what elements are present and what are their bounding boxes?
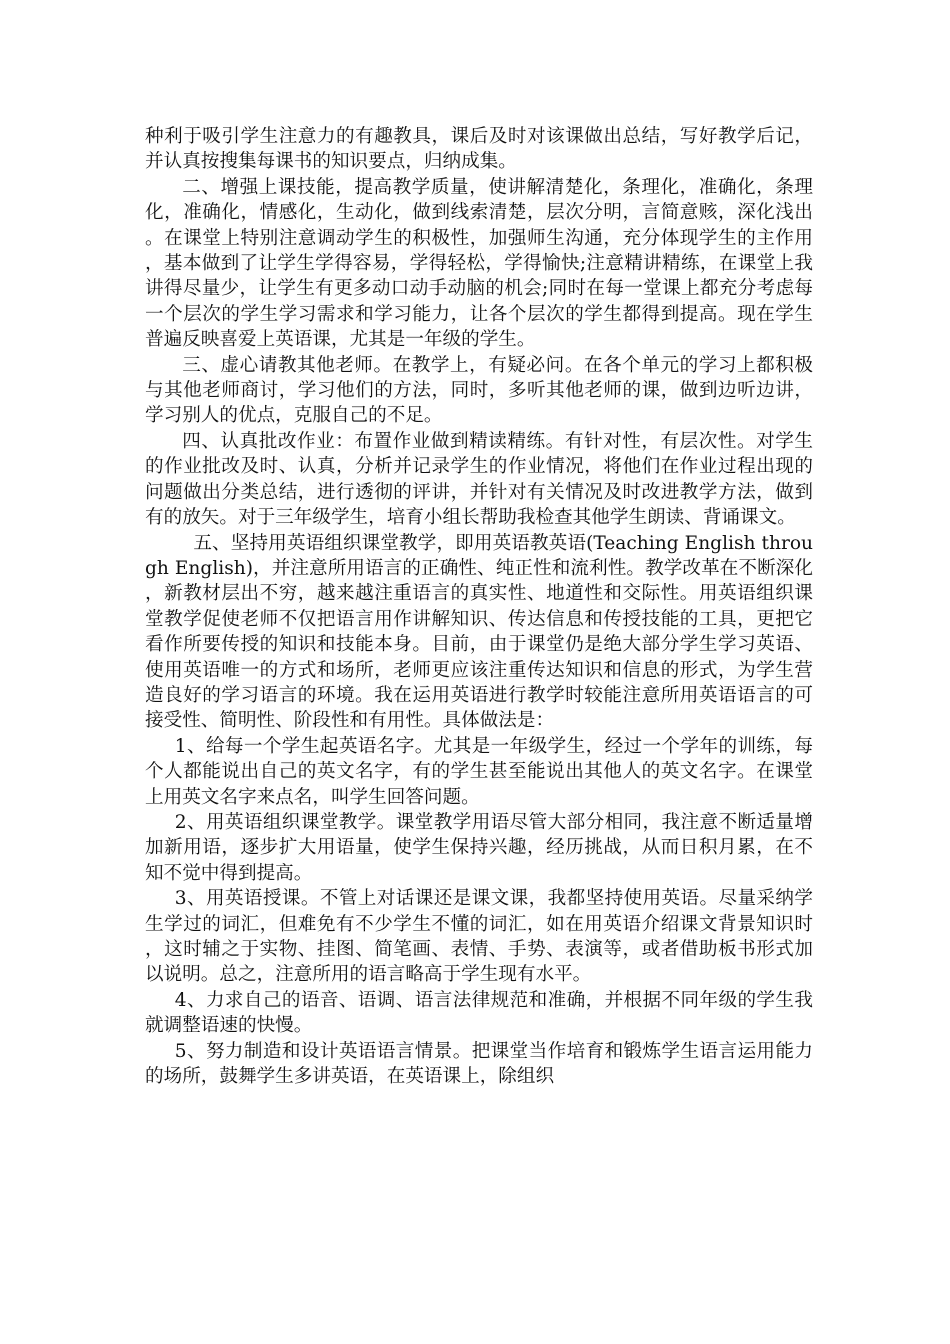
paragraph-item-5: 5、努力制造和设计英语语言情景。把课堂当作培育和锻炼学生语言运用能力的场所，鼓舞学生多讲英语，在英语课上，除组织	[145, 1040, 813, 1088]
paragraph-continuation: 种利于吸引学生注意力的有趣教具，课后及时对该课做出总结，写好教学后记，并认真按搜集每课书的知识要点，归纳成集。	[145, 126, 813, 173]
paragraph-section-2: 二、增强上课技能，提高教学质量，使讲解清楚化，条理化，准确化，条理化，准确化，情感化，生动化，做到线索清楚，层次分明，言简意赅，深化浅出。在课堂上特别注意调动学生的积极性，加强师生沟通，充分体现学生的主作用，基本做到了让学生学得容易，学得轻松，学得愉快;注意精讲精练，在课堂上我讲得尽量少，让学生有更多动口动手动脑的机会;同时在每一堂课上都充分考虑每一个层次的学生学习需求和学习能力，让各个层次的学生都得到提高。现在学生普遍反映喜爱上英语课，尤其是一年级的学生。	[145, 176, 813, 351]
paragraph-item-2: 2、用英语组织课堂教学。课堂教学用语尽管大部分相同，我注意不断适量增加新用语，逐步扩大用语量，使学生保持兴趣，经历挑战，从而日积月累，在不知不觉中得到提高。	[145, 811, 813, 884]
paragraph-item-1: 1、给每一个学生起英语名字。尤其是一年级学生，经过一个学年的训练，每个人都能说出自己的英文名字，有的学生甚至能说出其他人的英文名字。在课堂上用英文名字来点名，叫学生回答问题。	[145, 735, 813, 808]
document-page	[145, 124, 813, 1089]
paragraph-section-5: 五、坚持用英语组织课堂教学，即用英语教英语(Teaching English through English)，并注意所用语言的正确性、纯正性和流利性。教学改革在不断深化，新教材层出不穷，越来越注重语言的真实性、地道性和交际性。用英语组织课堂教学促使老师不仅把语言用作讲解知识、传达信息和传授技能的工具，更把它看作所要传授的知识和技能本身。目前，由于课堂仍是绝大部分学生学习英语、使用英语唯一的方式和场所，老师更应该注重传达知识和信息的形式，为学生营造良好的学习语言的环境。我在运用英语进行教学时较能注意所用英语语言的可接受性、简明性、阶段性和有用性。具体做法是：	[145, 532, 813, 732]
paragraph-section-3: 三、虚心请教其他老师。在教学上，有疑必问。在各个单元的学习上都积极与其他老师商讨，学习他们的方法，同时，多听其他老师的课，做到边听边讲，学习别人的优点，克服自己的不足。	[145, 354, 813, 427]
paragraph-section-4: 四、认真批改作业：布置作业做到精读精练。有针对性，有层次性。对学生的作业批改及时、认真，分析并记录学生的作业情况，将他们在作业过程出现的问题做出分类总结，进行透彻的评讲，并针对有关情况及时改进教学方法，做到有的放矢。对于三年级学生，培育小组长帮助我检查其他学生朗读、背诵课文。	[145, 430, 813, 529]
paragraph-item-3: 3、用英语授课。不管上对话课还是课文课，我都坚持使用英语。尽量采纳学生学过的词汇，但难免有不少学生不懂的词汇，如在用英语介绍课文背景知识时，这时辅之于实物、挂图、简笔画、表情、手势、表演等，或者借助板书形式加以说明。总之，注意所用的语言略高于学生现有水平。	[145, 888, 813, 986]
paragraph-item-4: 4、力求自己的语音、语调、语言法律规范和准确，并根据不同年级的学生我就调整语速的快慢。	[145, 989, 813, 1037]
